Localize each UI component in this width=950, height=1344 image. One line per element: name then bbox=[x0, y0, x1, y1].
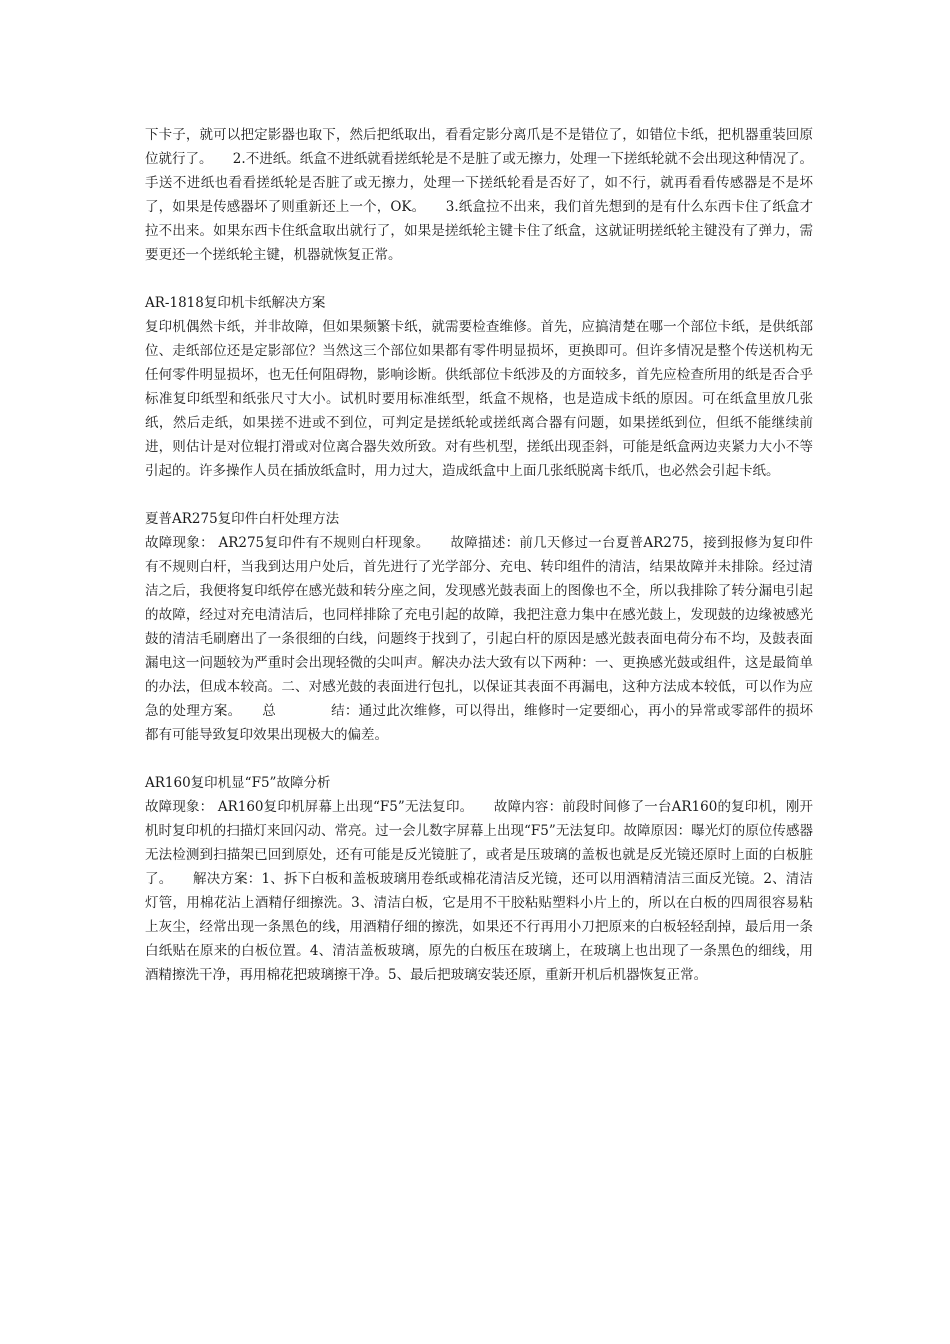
section-title: AR160复印机显“F5”故障分析 bbox=[145, 775, 331, 791]
intro-paragraph: 下卡子，就可以把定影器也取下，然后把纸取出，看看定影分离爪是不是错位了，如错位卡纸，把机器重装回原位就行了。 2.不进纸。纸盒不进纸就看搓纸轮是不是脏了或无擦力，处理一下搓纸轮就不会出现这种情况了。手送不进纸也看看搓纸轮是否脏了或无擦力，处理一下搓纸轮看是否好了，如不行，就再看看传感器是不是坏了，如果是传感器坏了则重新还上一个，OK。 3.纸盒拉不出来，我们首先想到的是有什么东西卡住了纸盒才拉不出来。如果东西卡住纸盒取出就行了，如果是搓纸轮主键卡住了纸盒，这就证明搓纸轮主键没有了弹力，需要更还一个搓纸轮主键，机器就恢复正常。 bbox=[145, 127, 813, 263]
section-body: 故障现象： AR275复印件有不规则白杆现象。 故障描述：前几天修过一台夏普AR275，接到报修为复印件有不规则白杆，当我到达用户处后，首先进行了光学部分、充电、转印组件的清洁，结果故障并未排除。经过清洁之后，我便将复印纸停在感光鼓和转分座之间，发现感光鼓表面上的图像也不全，所以我排除了转分漏电引起的故障，经过对充电清洁后，也同样排除了充电引起的故障，我把注意力集中在感光鼓上，发现鼓的边缘被感光鼓的清洁毛刷磨出了一条很细的白线，问题终于找到了，引起白杆的原因是感光鼓表面电荷分布不均，及鼓表面漏电这一问题较为严重时会出现轻微的尖叫声。解决办法大致有以下两种：一、更换感光鼓或组件，这是最简单的办法，但成本较高。二、对感光鼓的表面进行包扎，以保证其表面不再漏电，这种方法成本较低，可以作为应急的处理方案。 总 结：通过此次维修，可以得出，维修时一定要细心，再小的异常或零部件的损坏都有可能导致复印效果出现极大的偏差。 bbox=[145, 535, 813, 743]
section-title: 夏普AR275复印件白杆处理方法 bbox=[145, 511, 340, 527]
section-ar1818 bbox=[145, 291, 813, 483]
section-body: 故障现象： AR160复印机屏幕上出现“F5”无法复印。 故障内容：前段时间修了一台AR160的复印机，刚开机时复印机的扫描灯来回闪动、常亮。过一会儿数字屏幕上出现“F5”无法复印。故障原因：曝光灯的原位传感器无法检测到扫描架已回到原处，还有可能是反光镜脏了，或者是压玻璃的盖板也就是反光镜还原时上面的白板脏了。 解决方案：1、拆下白板和盖板玻璃用卷纸或棉花清洁反光镜，还可以用酒精清洁三面反光镜。2、清洁灯管，用棉花沾上酒精仔细擦洗。3、清洁白板，它是用不干胶粘贴塑料小片上的，所以在白板的四周很容易粘上灰尘，经常出现一条黑色的线，用酒精仔细的擦洗，如果还不行再用小刀把原来的白板轻轻刮掉，最后用一条白纸贴在原来的白板位置。4、清洁盖板玻璃，原先的白板压在玻璃上，在玻璃上也出现了一条黑色的细线，用酒精擦洗干净，再用棉花把玻璃擦干净。5、最后把玻璃安装还原，重新开机后机器恢复正常。 bbox=[145, 799, 813, 983]
section-title: AR-1818复印机卡纸解决方案 bbox=[145, 295, 326, 311]
section-ar160 bbox=[145, 771, 813, 987]
section-body: 复印机偶然卡纸，并非故障，但如果频繁卡纸，就需要检查维修。首先，应搞清楚在哪一个部位卡纸，是供纸部位、走纸部位还是定影部位？当然这三个部位如果都有零件明显损坏，更换即可。但许多情况是整个传送机构无任何零件明显损坏，也无任何阻碍物，影响诊断。供纸部位卡纸涉及的方面较多，首先应检查所用的纸是否合乎标准复印纸型和纸张尺寸大小。试机时要用标准纸型，纸盒不规格，也是造成卡纸的原因。可在纸盒里放几张纸，然后走纸，如果搓不进或不到位，可判定是搓纸轮或搓纸离合器有问题，如果搓纸到位，但纸不能继续前进，则估计是对位辊打滑或对位离合器失效所致。对有些机型，搓纸出现歪斜，可能是纸盒两边夹紧力大小不等引起的。许多操作人员在插放纸盒时，用力过大，造成纸盒中上面几张纸脱离卡纸爪，也必然会引起卡纸。 bbox=[145, 319, 813, 479]
document-page bbox=[145, 123, 813, 987]
section-ar275 bbox=[145, 507, 813, 747]
